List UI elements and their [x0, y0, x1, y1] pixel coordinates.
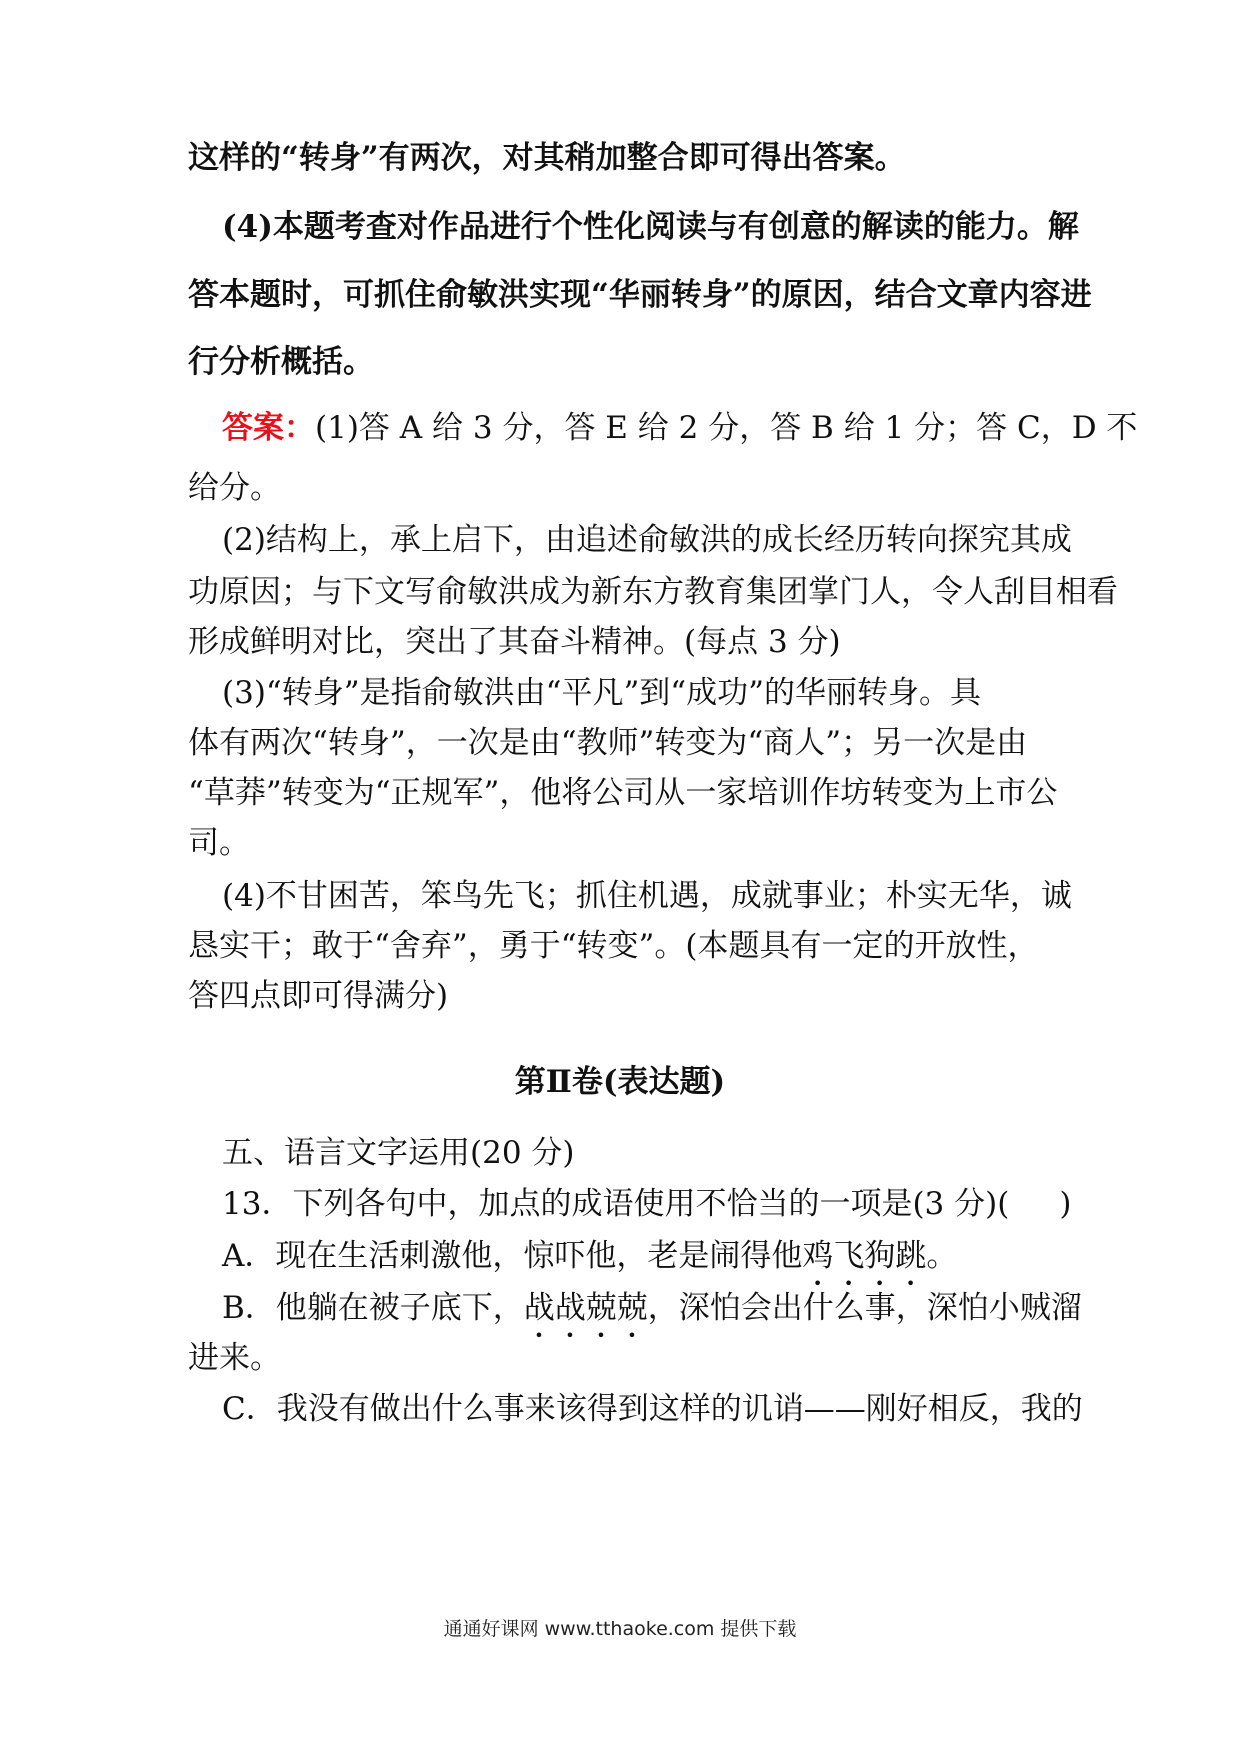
section-title: 第Ⅱ卷(表达题) [514, 1064, 726, 1100]
option-a-idiom: 鸡飞狗跳 [802, 1238, 927, 1274]
answer-4-line-2: 恳实干；敢于“舍弃”，勇于“转变”。(本题具有一定的开放性， [188, 928, 1039, 964]
analysis-line-4: 行分析概括。 [188, 344, 374, 380]
option-b [222, 1288, 1092, 1345]
option-a-text: A．现在生活刺激他，惊吓他，老是闹得他 [222, 1238, 803, 1274]
footer-source: 通通好课网 www.tthaoke.com 提供下载 [443, 1618, 797, 1640]
answer-label: 答案： [222, 410, 315, 446]
answer-3-line-2: 体有两次“转身”，一次是由“教师”转变为“商人”；另一次是由 [188, 725, 1028, 761]
answer-3-line-3: “草莽”转变为“正规军”，他将公司从一家培训作坊转变为上市公 [188, 775, 1058, 811]
option-b-idiom: 战战兢兢 [523, 1290, 648, 1326]
analysis-line-2: (4)本题考查对作品进行个性化阅读与有创意的解读的能力。解 [222, 209, 1079, 245]
answer-1-text: (1)答 A 给 3 分，答 E 给 2 分，答 B 给 1 分；答 C，D 不 [315, 410, 1138, 446]
analysis-line-1: 这样的“转身”有两次，对其稍加整合即可得出答案。 [188, 140, 906, 176]
option-b-text: B．他躺在被子底下， [222, 1290, 524, 1326]
answer-4-line-3: 答四点即可得满分) [188, 978, 449, 1014]
answer-2-line-3: 形成鲜明对比，突出了其奋斗精神。(每点 3 分) [188, 624, 841, 660]
part-five-heading: 五、语言文字运用(20 分) [222, 1135, 575, 1171]
option-c: C．我没有做出什么事来该得到这样的讥诮——刚好相反，我的 [222, 1391, 1083, 1427]
answer-2-line-1: (2)结构上，承上启下，由追述俞敏洪的成长经历转向探究其成 [222, 522, 1072, 558]
option-a [222, 1236, 1092, 1293]
answer-1-continued: 给分。 [188, 470, 281, 506]
answer-4-line-1: (4)不甘困苦，笨鸟先飞；抓住机遇，成就事业；朴实无华，诚 [222, 878, 1072, 914]
answer-3-line-4: 司。 [188, 825, 250, 861]
question-13-stem-close: ) [1059, 1186, 1072, 1222]
analysis-line-3: 答本题时，可抓住俞敏洪实现“华丽转身”的原因，结合文章内容进 [188, 277, 1092, 313]
question-13-stem [222, 1184, 1092, 1224]
question-13-stem-text: 13．下列各句中，加点的成语使用不恰当的一项是(3 分)( [222, 1186, 1010, 1222]
option-b-text-rest: ，深怕会出什么事，深怕小贼溜 [647, 1290, 1082, 1326]
option-b-continued: 进来。 [188, 1340, 281, 1376]
option-a-end: 。 [926, 1238, 958, 1274]
answer-2-line-2: 功原因；与下文写俞敏洪成为新东方教育集团掌门人，令人刮目相看 [188, 574, 1118, 610]
answer-line-1 [222, 408, 1138, 448]
answer-3-line-1: (3)“转身”是指俞敏洪由“平凡”到“成功”的华丽转身。具 [222, 675, 981, 711]
